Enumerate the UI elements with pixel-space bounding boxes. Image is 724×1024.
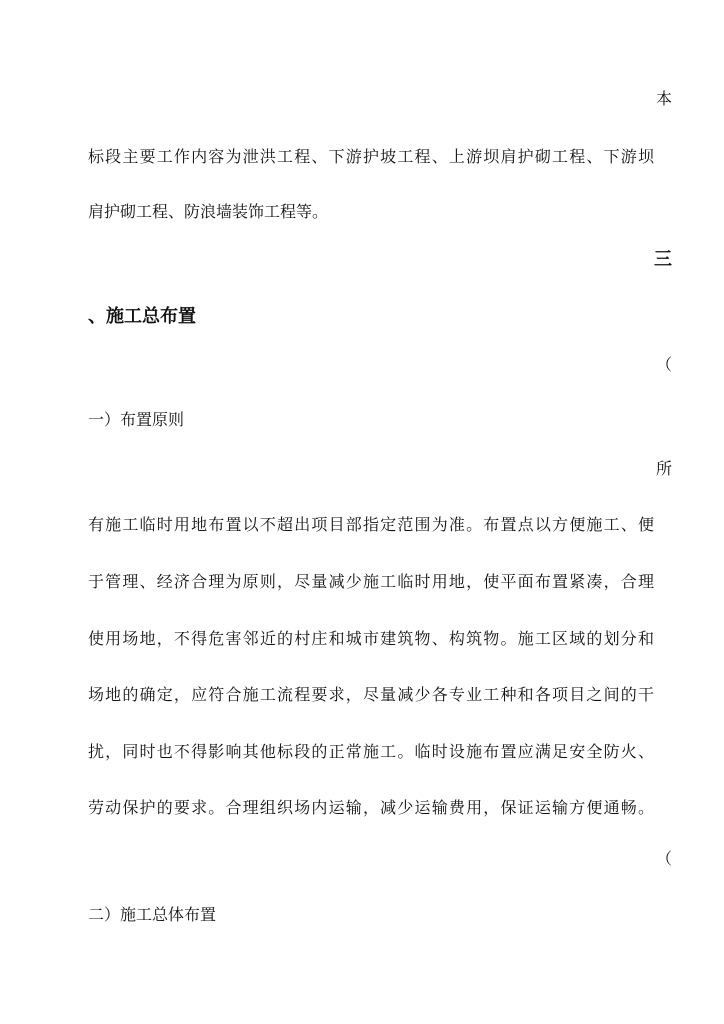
paragraph-2-line-5: 扰，同时也不得影响其他标段的正常施工。临时设施布置应满足安全防火、 [88, 742, 654, 761]
paragraph-1-line-2: 肩护砌工程、防浪墙装饰工程等。 [88, 202, 329, 221]
heading-3-number: 三 [654, 249, 672, 270]
paragraph-1-line-1: 标段主要工作内容为泄洪工程、下游护坡工程、上游坝肩护砌工程、下游坝 [88, 147, 654, 166]
paragraph-2-line-2: 于管理、经济合理为原则，尽量减少施工临时用地，使平面布置紧凑，合理 [88, 572, 654, 591]
paragraph-2-start: 所 [655, 459, 672, 478]
section-2-title: 二）施工总体布置 [88, 905, 217, 924]
paragraph-1-start: 本 [655, 89, 672, 108]
paragraph-2-line-6: 劳动保护的要求。合理组织场内运输，减少运输费用，保证运输方便通畅。 [88, 798, 654, 817]
paragraph-2-line-4: 场地的确定，应符合施工流程要求，尽量减少各专业工种和各项目之间的干 [88, 685, 654, 704]
section-2-paren: （ [655, 849, 672, 868]
section-1-paren: （ [655, 355, 672, 374]
section-1-title: 一）布置原则 [88, 410, 185, 429]
paragraph-2-line-3: 使用场地，不得危害邻近的村庄和城市建筑物、构筑物。施工区域的划分和 [88, 629, 654, 648]
paragraph-2-line-1: 有施工临时用地布置以不超出项目部指定范围为准。布置点以方便施工、便 [88, 515, 654, 534]
heading-3-title: 、施工总布置 [88, 306, 196, 327]
